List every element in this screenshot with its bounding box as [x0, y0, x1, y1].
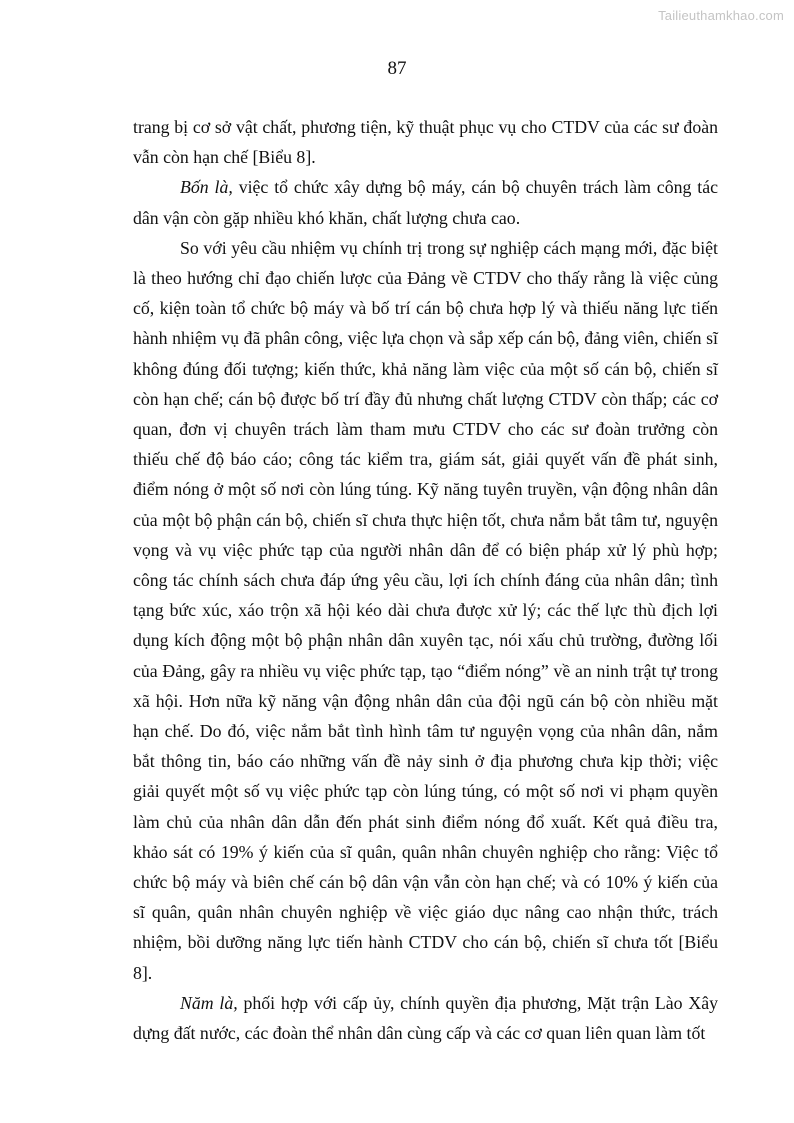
paragraph-text: So với yêu cầu nhiệm vụ chính trị trong sự nghiệp cách mạng mới, đặc biệt là theo hướng chỉ đạo chiến lược của Đảng về CTDV cho thấy rằng là việc củng cố, kiện toàn tổ chức bộ máy và bố trí cán bộ chưa hợp lý và thiếu năng lực tiến hành nhiệm vụ đã phân công, việc lựa chọn và sắp xếp cán bộ, đảng viên, chiến sĩ không đúng đối tượng; kiến thức, khả năng làm việc của một số cán bộ, chiến sĩ còn hạn chế; cán bộ được bố trí đầy đủ nhưng chất lượng CTDV còn thấp; các cơ quan, đơn vị chuyên trách làm tham mưu CTDV cho các sư đoàn trưởng còn thiếu chế độ báo cáo; công tác kiểm tra, giám sát, giải quyết vấn đề phát sinh, điểm nóng ở một số nơi còn lúng túng. Kỹ năng tuyên truyền, vận động nhân dân của một bộ phận cán bộ, chiến sĩ chưa thực hiện tốt, chưa nắm bắt tâm tư, nguyện vọng và vụ việc phức tạp của người nhân dân để có biện pháp xử lý phù hợp; công tác chính sách chưa đáp ứng yêu cầu, lợi ích chính đáng của nhân dân; tình tạng bức xúc, xáo trộn xã hội kéo dài chưa được xử lý; các thế lực thù địch lợi dụng kích động một bộ phận nhân dân xuyên tạc, nói xấu chủ trường, đường lối của Đảng, gây ra nhiều vụ việc phức tạp, tạo “điểm nóng” về an ninh trật tự trong xã hội. Hơn nữa kỹ năng vận động nhân dân của đội ngũ cán bộ còn nhiều mặt hạn chế. Do đó, việc nắm bắt tình hình tâm tư nguyện vọng của nhân dân, nắm bắt thông tin, báo cáo những vấn đề nảy sinh ở địa phương chưa kịp thời; việc giải quyết một số vụ việc phức tạp còn lúng túng, có một số nơi vi phạm quyền làm chủ của nhân dân dẫn đến phát sinh điểm nóng đổ xuất. Kết quả điều tra, khảo sát có 19% ý kiến của sĩ quân, quân nhân chuyên nghiệp cho rằng: Việc tổ chức bộ máy và biên chế cán bộ dân vận vẫn còn hạn chế; và có 10% ý kiến của sĩ quân, quân nhân chuyên nghiệp về việc giáo dục nâng cao nhận thức, trách nhiệm, bồi dưỡng năng lực tiến hành CTDV cho cán bộ, chiến sĩ chưa tốt [Biểu 8]. — [133, 237, 718, 983]
paragraph-text: việc tổ chức xây dựng bộ máy, cán bộ chuyên trách làm công tác dân vận còn gặp nhiều khó khăn, chất lượng chưa cao. — [133, 177, 718, 228]
paragraph-continuation — [133, 112, 718, 172]
watermark: Tailieuthamkhao.com — [658, 8, 784, 23]
paragraph-fourth-point — [133, 172, 718, 232]
paragraph-lead: Bốn là, — [180, 177, 233, 198]
paragraph-fifth-point — [133, 988, 718, 1048]
page-number: 87 — [387, 58, 407, 79]
document-body — [133, 112, 718, 1048]
paragraph-text: trang bị cơ sở vật chất, phương tiện, kỹ thuật phục vụ cho CTDV của các sư đoàn vẫn còn hạn chế [Biểu 8]. — [133, 117, 718, 168]
paragraph-lead: Năm là, — [180, 992, 238, 1013]
paragraph-analysis — [133, 233, 718, 988]
paragraph-text: phối hợp với cấp ủy, chính quyền địa phương, Mặt trận Lào Xây dựng đất nước, các đoàn thể nhân dân cùng cấp và các cơ quan liên quan làm tốt — [133, 992, 718, 1044]
